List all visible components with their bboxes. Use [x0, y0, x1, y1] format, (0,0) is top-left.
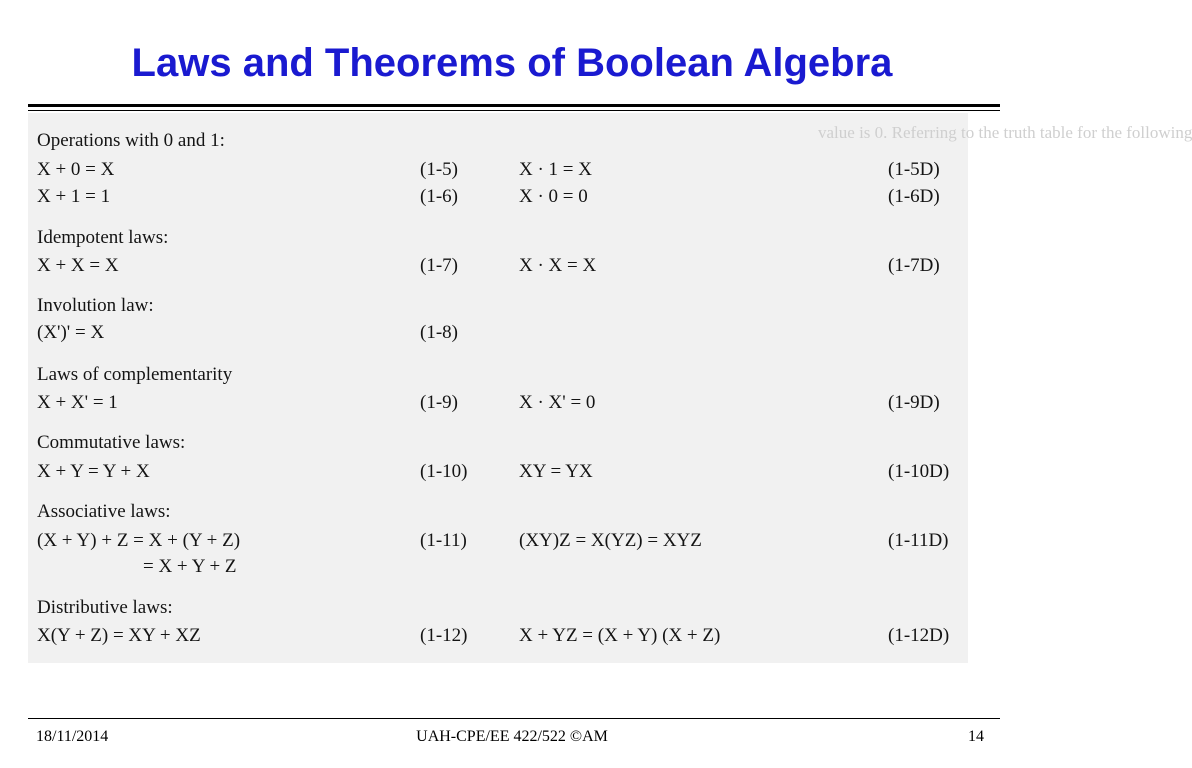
section-heading: Laws of complementarity — [37, 364, 233, 385]
section-heading: Idempotent laws: — [37, 227, 169, 248]
law-row: X + X = X (1-7) X · X = X (1-7D) — [37, 255, 940, 276]
section-heading: Associative laws: — [37, 501, 171, 522]
footer-course: UAH-CPE/EE 422/522 ©AM — [416, 728, 608, 745]
law-row: X + 1 = 1 (1-6) X · 0 = 0 (1-6D) — [37, 186, 940, 207]
slide-title: Laws and Theorems of Boolean Algebra — [131, 41, 893, 85]
section-heading: Distributive laws: — [37, 597, 173, 618]
law-row: (X + Y) + Z = X + (Y + Z) (1-11) (XY)Z = X(YZ) = XYZ (1-11D) — [37, 530, 949, 551]
law-row-continuation: = X + Y + Z — [143, 556, 237, 577]
law-row: X + Y = Y + X (1-10) XY = YX (1-10D) — [37, 461, 950, 482]
section-heading: Operations with 0 and 1: — [37, 130, 225, 151]
footer-divider — [28, 718, 1000, 719]
footer-date: 18/11/2014 — [36, 728, 109, 745]
bleed-through-text: value is 0. Referring to the truth table for the following — [818, 123, 1192, 142]
footer-page-number: 14 — [968, 728, 984, 745]
law-row: X + 0 = X (1-5) X · 1 = X (1-5D) — [37, 159, 940, 180]
section-heading: Commutative laws: — [37, 432, 186, 453]
law-row: X + X' = 1 (1-9) X · X' = 0 (1-9D) — [37, 392, 940, 413]
law-row: X(Y + Z) = XY + XZ (1-12) X + YZ = (X + Y) (X + Z) (1-12D) — [37, 625, 950, 646]
law-row: (X')' = X (1-8) — [37, 322, 458, 343]
section-heading: Involution law: — [37, 295, 154, 316]
